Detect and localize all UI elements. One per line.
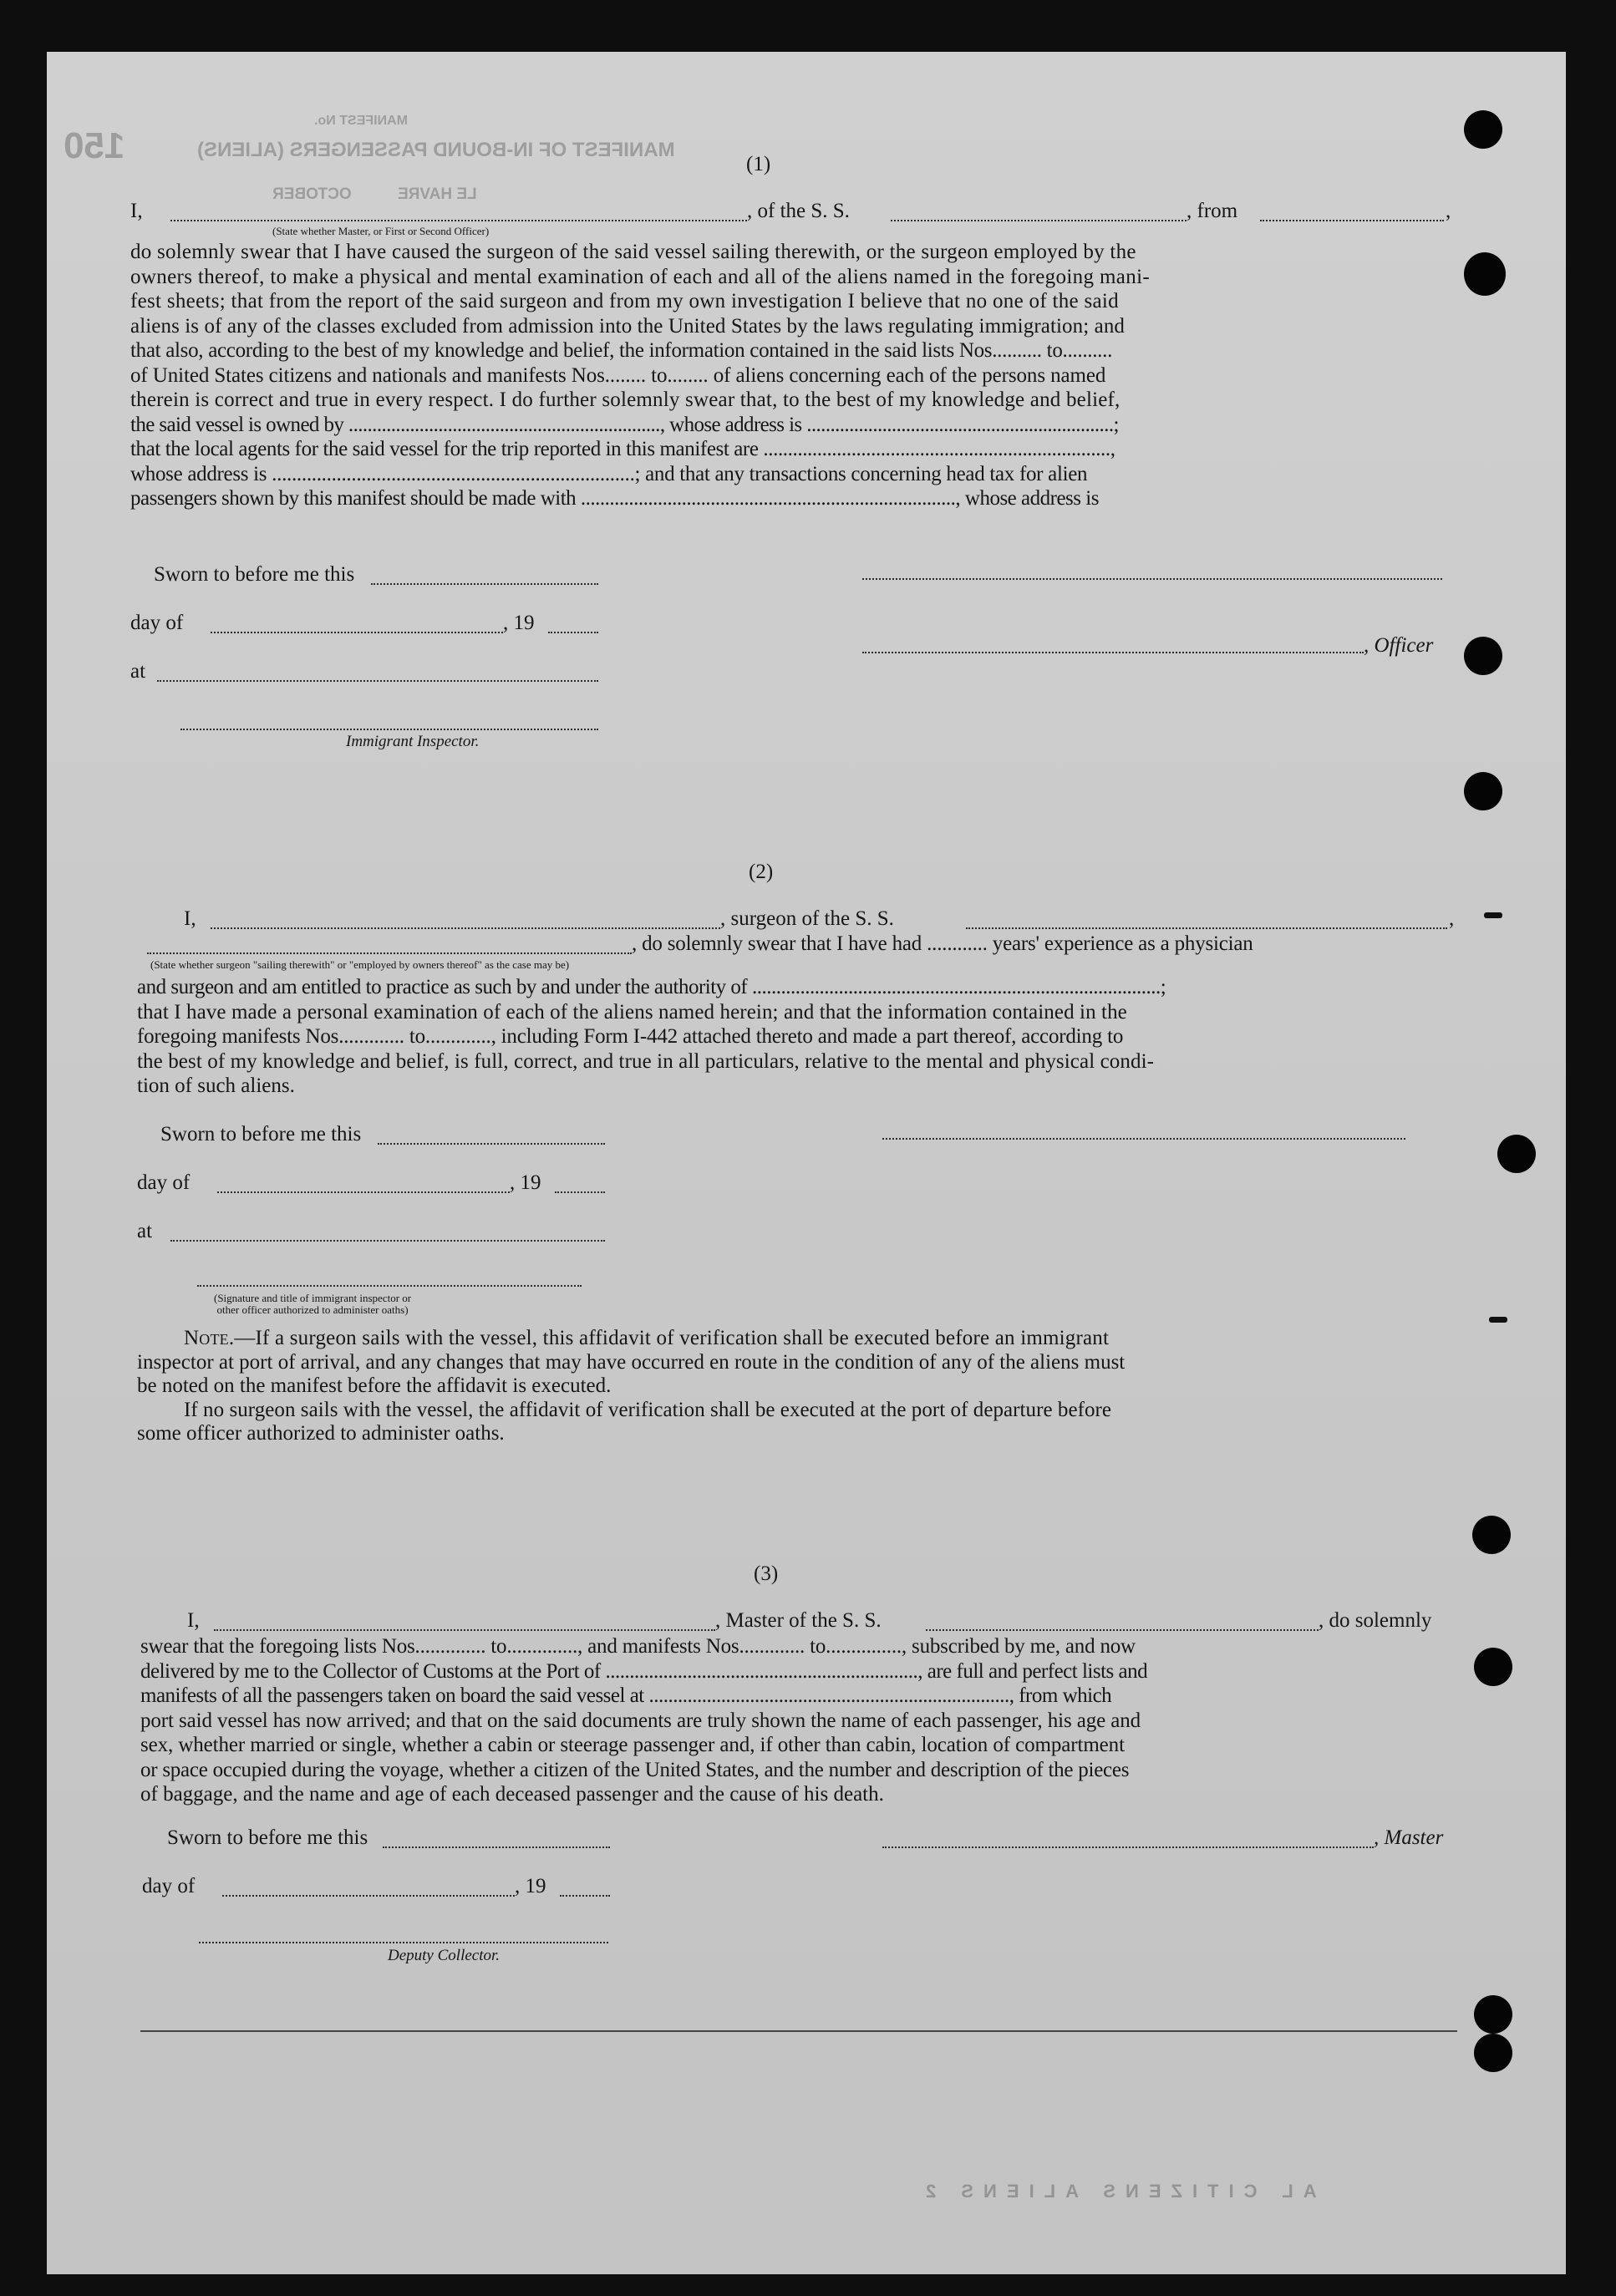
section-3-sworn-label: Sworn to before me this bbox=[167, 1826, 368, 1849]
section-1-ship-label: , of the S. S. bbox=[747, 200, 850, 222]
bleed-header-title: MANIFEST OF IN-BOUND PASSENGERS (ALIENS) bbox=[197, 139, 675, 161]
oath-line: delivered by me to the Collector of Customs at the Port of ................................................................., are full and perfect lists and bbox=[140, 1659, 1148, 1683]
oath-line: that also, according to the best of my knowledge and belief, the information contained in the said lists Nos.......... to.......... bbox=[130, 339, 1113, 362]
section-2-number: (2) bbox=[749, 861, 774, 883]
section-1-officer-label: , Officer bbox=[1364, 634, 1434, 657]
section-1-number: (1) bbox=[746, 153, 771, 175]
officer-name-field[interactable] bbox=[170, 220, 747, 221]
section-3-oath-text bbox=[140, 1634, 1457, 1807]
section-3-ship-label: , Master of the S. S. bbox=[715, 1609, 882, 1632]
binder-hole bbox=[1464, 772, 1502, 810]
section-2-day-field[interactable] bbox=[217, 1191, 510, 1193]
bleed-header-month: OCTOBER bbox=[272, 185, 352, 203]
section-1-year-field[interactable] bbox=[548, 632, 598, 633]
section-3-collector-label: Deputy Collector. bbox=[388, 1947, 501, 1964]
note-text: —If a surgeon sails with the vessel, this affidavit of verification shall be executed before an immigrant bbox=[234, 1327, 1110, 1349]
bleed-header-port: LE HAVRE bbox=[398, 185, 477, 203]
signature-note-line: (Signature and title of immigrant inspector or bbox=[214, 1292, 412, 1304]
section-2-at-label: at bbox=[137, 1220, 153, 1242]
oath-line: or space occupied during the voyage, whether a citizen of the United States, and the number and description of the pieces bbox=[140, 1758, 1130, 1781]
section-2-sworn-label: Sworn to before me this bbox=[160, 1123, 362, 1145]
oath-line: of baggage, and the name and age of each deceased passenger and the cause of his death. bbox=[140, 1783, 884, 1806]
section-2-surgeon-signature-field[interactable] bbox=[882, 1138, 1405, 1140]
binder-hole bbox=[1464, 252, 1506, 296]
section-1-officer-title-field[interactable] bbox=[862, 652, 1364, 653]
section-3-day-field[interactable] bbox=[222, 1895, 515, 1897]
section-1-inspector-signature-field[interactable] bbox=[180, 729, 598, 730]
section-2-year-label: , 19 bbox=[510, 1171, 541, 1194]
bottom-rule bbox=[140, 2030, 1457, 2032]
bleed-page-number: 150 bbox=[64, 125, 125, 166]
section-1-sworn-label: Sworn to before me this bbox=[154, 563, 355, 586]
oath-line: fest sheets; that from the report of the said surgeon and from my own investigation I believe that no one of the said bbox=[130, 290, 1119, 312]
bleed-footer: AL CITIZENS ALIENS 2 bbox=[916, 2181, 1317, 2202]
section-1-year-label: , 19 bbox=[503, 612, 535, 634]
section-3-year-label: , 19 bbox=[515, 1875, 546, 1897]
section-3-ship-name-field[interactable] bbox=[926, 1629, 1319, 1631]
surgeon-status-note: (State whether surgeon "sailing therewith" or "employed by owners thereof" as the case may be) bbox=[150, 958, 570, 971]
section-3-master-signature-field[interactable] bbox=[882, 1846, 1374, 1848]
oath-line: and surgeon and am entitled to practice as such by and under the authority of .....................................................................................; bbox=[137, 976, 1166, 998]
binder-hole bbox=[1474, 1648, 1512, 1686]
section-2-signature-note bbox=[214, 1293, 411, 1316]
oath-line: manifests of all the passengers taken on board the said vessel at ..........................................................................., from which bbox=[140, 1684, 1112, 1707]
section-1-from-label: , from bbox=[1187, 200, 1238, 222]
section-2-year-field[interactable] bbox=[555, 1191, 605, 1193]
note-line: inspector at port of arrival, and any changes that may have occurred en route in the condition of any of the aliens must bbox=[137, 1350, 1126, 1374]
oath-line: the said vessel is owned by .................................................................., whose address is .................................................................; bbox=[130, 413, 1119, 436]
section-1-day-of-label: day of bbox=[130, 612, 184, 634]
oath-line: passengers shown by this manifest should be made with .............................................................................., whose address is bbox=[130, 487, 1099, 510]
section-2-sworn-date-field[interactable] bbox=[378, 1143, 605, 1145]
departure-port-field[interactable] bbox=[1260, 220, 1444, 221]
note-line: some officer authorized to administer oaths. bbox=[137, 1422, 505, 1445]
binder-tab-mark bbox=[1489, 1317, 1507, 1323]
binder-hole bbox=[1472, 1516, 1511, 1554]
section-2-note bbox=[137, 1327, 1454, 1446]
oath-line: do solemnly swear that I have caused the surgeon of the said vessel sailing therewith, or the surgeon employed by the bbox=[130, 241, 1136, 263]
oath-line: foregoing manifests Nos............. to............., including Form I-442 attached thereto and made a part thereof, according to bbox=[137, 1025, 1124, 1048]
oath-line: tion of such aliens. bbox=[137, 1074, 295, 1097]
oath-line: aliens is of any of the classes excluded from admission into the United States by the laws regulating immigration; and bbox=[130, 314, 1126, 338]
section-1-place-field[interactable] bbox=[157, 680, 598, 682]
section-1-sworn-date-field[interactable] bbox=[371, 583, 598, 585]
section-3-sworn-date-field[interactable] bbox=[383, 1846, 610, 1848]
master-name-field[interactable] bbox=[214, 1629, 715, 1631]
section-2-experience-line: , do solemnly swear that I have had ............ years' experience as a physician bbox=[632, 932, 1253, 955]
signature-note-line: other officer authorized to administer oaths) bbox=[216, 1303, 409, 1316]
note-line: If no surgeon sails with the vessel, the affidavit of verification shall be executed at the port of departure before bbox=[184, 1398, 1112, 1421]
note-label: Note. bbox=[184, 1327, 235, 1349]
section-1-at-label: at bbox=[130, 660, 146, 683]
form-page bbox=[47, 52, 1566, 2274]
section-2-place-field[interactable] bbox=[170, 1240, 605, 1242]
oath-line: swear that the foregoing lists Nos.............. to.............., and manifests Nos............. to..............., subscribed by me, and now bbox=[140, 1635, 1136, 1658]
officer-rank-note: (State whether Master, or First or Second Officer) bbox=[272, 225, 490, 237]
section-3-year-field[interactable] bbox=[560, 1895, 610, 1897]
section-1-pronoun: I, bbox=[130, 200, 143, 222]
section-3-solemnly-label: , do solemnly bbox=[1319, 1609, 1432, 1632]
oath-line: port said vessel has now arrived; and that on the said documents are truly shown the name of each passenger, his age and bbox=[140, 1709, 1141, 1732]
section-1-officer-signature-field[interactable] bbox=[862, 578, 1442, 580]
section-2-comma: , bbox=[1449, 907, 1455, 930]
section-3-year-prefix: 19 bbox=[525, 1875, 546, 1897]
section-2-year-prefix: 19 bbox=[520, 1171, 541, 1194]
section-2-ship-label: , surgeon of the S. S. bbox=[720, 907, 894, 930]
bleed-header-manifest-no: MANIFEST No. bbox=[314, 114, 408, 128]
section-1-inspector-label: Immigrant Inspector. bbox=[346, 733, 480, 750]
oath-line: owners thereof, to make a physical and mental examination of each and all of the aliens named in the foregoing mani- bbox=[130, 265, 1151, 288]
oath-line: that I have made a personal examination of each of the aliens named herein; and that the information contained in the bbox=[137, 1000, 1127, 1024]
section-3-day-of-label: day of bbox=[142, 1875, 196, 1897]
section-3-master-label: , Master bbox=[1374, 1826, 1444, 1849]
section-2-oath-text bbox=[137, 975, 1454, 1099]
binder-hole bbox=[1497, 1135, 1536, 1173]
oath-line: the best of my knowledge and belief, is full, correct, and true in all particulars, relative to the mental and physical condi- bbox=[137, 1049, 1155, 1073]
oath-line: whose address is .........................................................................; and that any transactions concerning head tax for alien bbox=[130, 462, 1088, 485]
ship-name-field[interactable] bbox=[891, 220, 1187, 221]
oath-line: sex, whether married or single, whether a cabin or steerage passenger and, if other than cabin, location of compartment bbox=[140, 1734, 1125, 1756]
section-3-collector-signature-field[interactable] bbox=[199, 1942, 608, 1943]
binder-hole bbox=[1474, 2034, 1512, 2072]
oath-line: of United States citizens and nationals and manifests Nos........ to........ of aliens concerning each of the persons named bbox=[130, 363, 1106, 387]
section-3-number: (3) bbox=[754, 1562, 779, 1585]
section-1-year-prefix: 19 bbox=[513, 612, 535, 634]
section-2-day-of-label: day of bbox=[137, 1171, 191, 1194]
oath-line: that the local agents for the said vessel for the trip reported in this manifest are ......................................................................., bbox=[130, 438, 1115, 460]
section-2-inspector-signature-field[interactable] bbox=[197, 1285, 582, 1287]
section-2-pronoun: I, bbox=[184, 907, 196, 930]
note-line bbox=[137, 1327, 1454, 1351]
binder-hole bbox=[1464, 110, 1502, 149]
binder-tab-mark bbox=[1484, 912, 1502, 918]
binder-hole bbox=[1464, 637, 1502, 675]
section-1-first-line bbox=[130, 200, 143, 223]
oath-line: therein is correct and true in every respect. I do further solemnly swear that, to the best of my knowledge and belief, bbox=[130, 389, 1121, 411]
surgeon-status-field[interactable] bbox=[147, 952, 632, 954]
section-2-ship-name-field[interactable] bbox=[966, 927, 1447, 929]
section-3-pronoun: I, bbox=[187, 1609, 200, 1632]
binder-hole bbox=[1474, 1995, 1512, 2034]
surgeon-name-field[interactable] bbox=[211, 927, 720, 929]
note-line: be noted on the manifest before the affidavit is executed. bbox=[137, 1374, 612, 1397]
section-1-comma: , bbox=[1446, 200, 1451, 222]
section-1-oath-text bbox=[130, 240, 1447, 511]
section-1-day-field[interactable] bbox=[211, 632, 503, 633]
